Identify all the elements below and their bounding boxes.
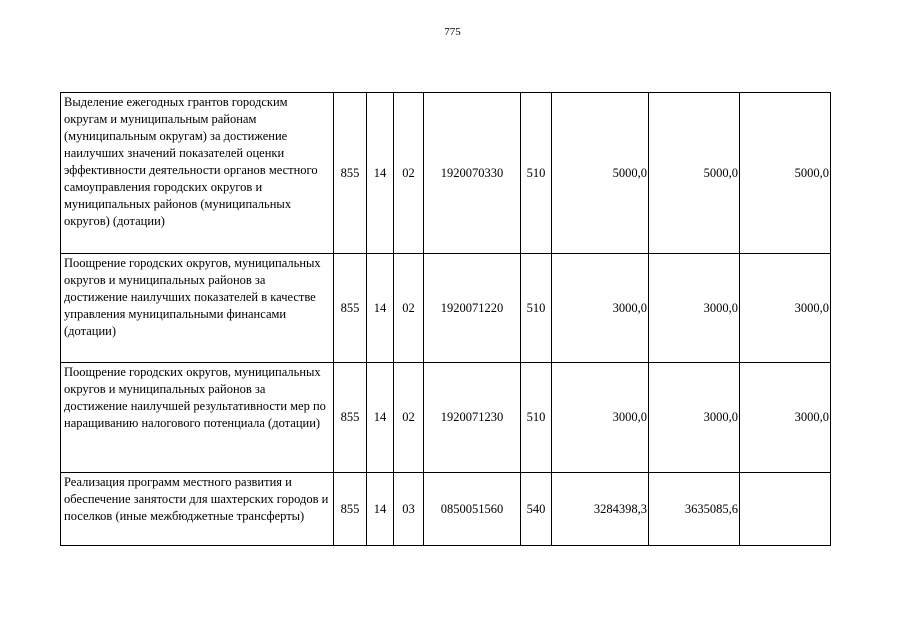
expense-type-code: 540 xyxy=(521,473,552,546)
amount-1: 3000,0 xyxy=(552,254,649,363)
subsection-code: 02 xyxy=(394,363,424,473)
target-code: 1920071230 xyxy=(424,363,521,473)
table-row xyxy=(61,93,831,254)
amount-2: 3000,0 xyxy=(649,363,740,473)
budget-table xyxy=(60,92,831,546)
subsection-code: 03 xyxy=(394,473,424,546)
expense-type-code: 510 xyxy=(521,363,552,473)
subsection-code: 02 xyxy=(394,254,424,363)
amount-1: 3284398,3 xyxy=(552,473,649,546)
amount-3: 3000,0 xyxy=(740,363,831,473)
row-name: Выделение ежегодных грантов городским округам и муниципальным районам (муниципальным округам) за достижение наилучших значений показателей оценки эффективности деятельности органов местного самоуправления городских округов и муниципальных районов (муниципальных округов) (дотации) xyxy=(61,93,334,254)
ministry-code: 855 xyxy=(334,473,367,546)
table-row xyxy=(61,363,831,473)
expense-type-code: 510 xyxy=(521,254,552,363)
target-code: 1920071220 xyxy=(424,254,521,363)
section-code: 14 xyxy=(367,473,394,546)
amount-1: 3000,0 xyxy=(552,363,649,473)
page-number: 775 xyxy=(444,26,461,38)
row-name: Поощрение городских округов, муниципальных округов и муниципальных районов за достижение наилучшей результативности мер по наращиванию налогового потенциала (дотации) xyxy=(61,363,334,473)
amount-3 xyxy=(740,473,831,546)
amount-2: 3635085,6 xyxy=(649,473,740,546)
table-row xyxy=(61,473,831,546)
table-row xyxy=(61,254,831,363)
section-code: 14 xyxy=(367,254,394,363)
amount-3: 3000,0 xyxy=(740,254,831,363)
target-code: 1920070330 xyxy=(424,93,521,254)
amount-3: 5000,0 xyxy=(740,93,831,254)
ministry-code: 855 xyxy=(334,363,367,473)
section-code: 14 xyxy=(367,93,394,254)
ministry-code: 855 xyxy=(334,93,367,254)
amount-2: 3000,0 xyxy=(649,254,740,363)
amount-2: 5000,0 xyxy=(649,93,740,254)
row-name: Поощрение городских округов, муниципальных округов и муниципальных районов за достижение наилучших показателей в качестве управления муниципальными финансами (дотации) xyxy=(61,254,334,363)
ministry-code: 855 xyxy=(334,254,367,363)
expense-type-code: 510 xyxy=(521,93,552,254)
target-code: 0850051560 xyxy=(424,473,521,546)
amount-1: 5000,0 xyxy=(552,93,649,254)
section-code: 14 xyxy=(367,363,394,473)
subsection-code: 02 xyxy=(394,93,424,254)
row-name: Реализация программ местного развития и обеспечение занятости для шахтерских городов и поселков (иные межбюджетные трансферты) xyxy=(61,473,334,546)
